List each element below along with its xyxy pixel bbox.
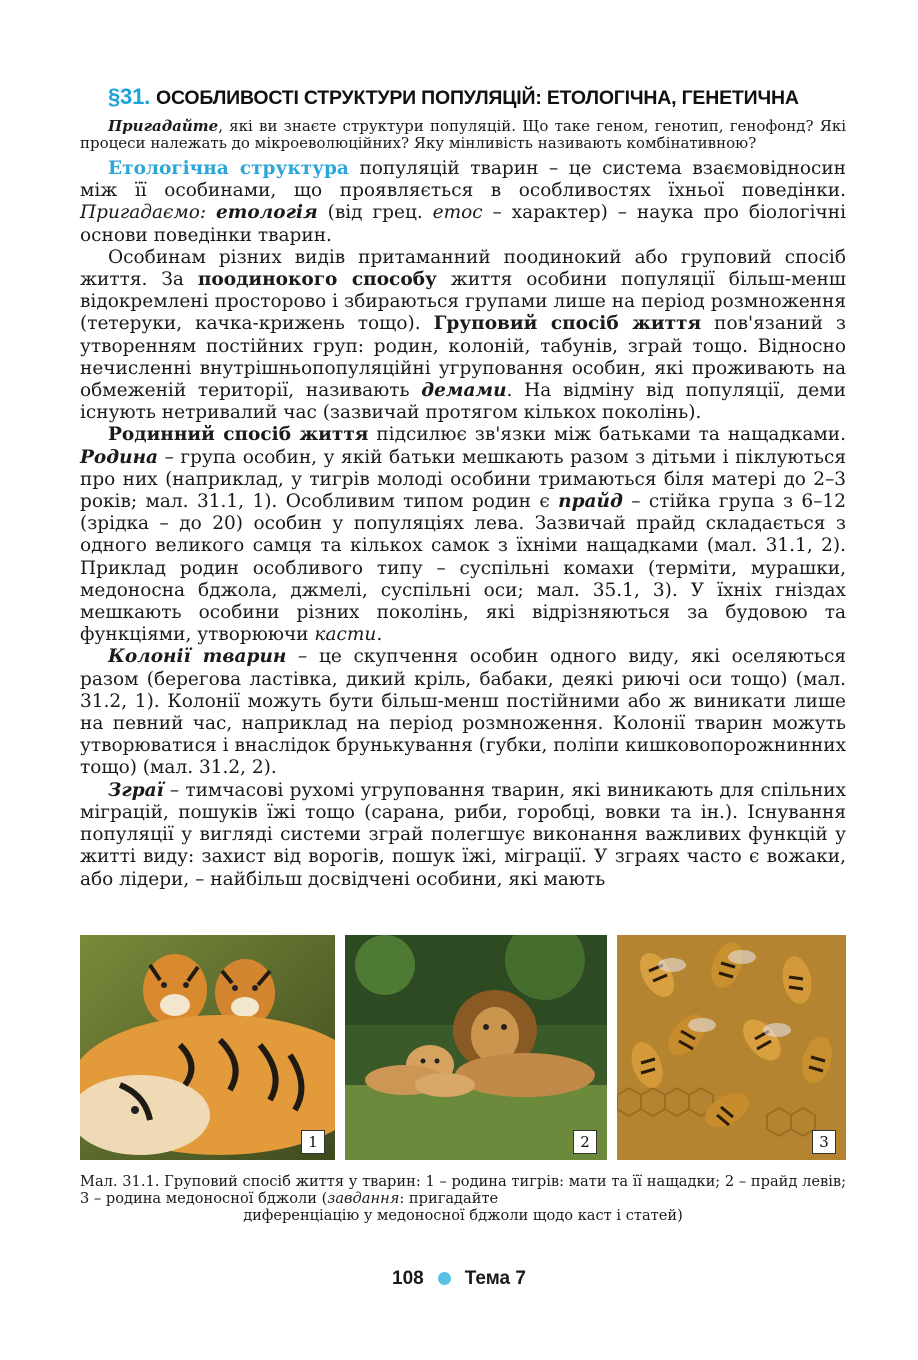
tiger-illustration [80, 935, 335, 1160]
topic-label: Тема 7 [464, 1268, 526, 1289]
page-footer [0, 1268, 918, 1290]
body-text [80, 118, 846, 891]
lion-illustration [345, 935, 607, 1160]
key-term: Етологічна структура [108, 158, 349, 179]
lion-pride-photo [345, 935, 607, 1160]
paragraph-ethological-structure: Етологічна структура популяцій тварин – це система взаємовідносин між її особинами, що проявляється в особливостях їхньої поведінки. Пригадаємо: етологія (від грец. етос – характер) – наука про біологічні основи поведінки тварин. [80, 158, 846, 246]
section-title: ОСОБЛИВОСТІ СТРУКТУРИ ПОПУЛЯЦІЙ: ЕТОЛОГІЧНА, ГЕНЕТИЧНА [156, 87, 799, 109]
paragraph-lifestyle: Особинам різних видів притаманний поодинокий або груповий спосіб життя. За поодинокого способу життя особини популяції більш-менш відокремлені просторово і збираються групами лише на період розмноження (тетеруки, качка-крижень тощо). Груповий спосіб життя пов'язаний з утворенням постійних груп: родин, колоній, табунів, зграй тощо. Відносно нечисленні внутрішньопопуляційні угруповання особин, які проживають на обмеженій території, називають демами. На відміну від популяції, деми існують нетривалий час (зазвичай протягом кількох поколінь). [80, 246, 846, 424]
section-heading [108, 84, 848, 110]
recall-paragraph: Пригадайте, які ви знаєте структури популяцій. Що таке геном, генотип, генофонд? Які процеси належать до мікроеволюційних? Яку мінливість називають комбінативною? [80, 117, 846, 152]
section-number: §31. [108, 84, 151, 109]
figure-caption: Мал. 31.1. Груповий спосіб життя у тварин: 1 – родина тигрів: мати та її нащадки; 2 – прайд левів; 3 – родина медоносної бджоли (завдання: пригадайте диференціацію у медоносної бджоли щодо каст і статей) [80, 1173, 846, 1224]
recall-lead: Пригадайте [108, 117, 219, 135]
page-number: 108 [392, 1268, 424, 1289]
paragraph-family: Родинний спосіб життя підсилює зв'язки між батьками та нащадками. Родина – група особин, у якій батьки мешкають разом з дітьми і піклуються про них (наприклад, у тигрів молоді особини тримаються біля матері до 2–3 років; мал. 31.1, 1). Особливим типом родин є прайд – стійка група з 6–12 (зрідка – до 20) особин у популяціях лева. Зазвичай прайд складається з одного великого самця та кількох самок з їхніми нащадками (мал. 31.1, 2). Приклад родин особливого типу – суспільні комахи (терміти, мурашки, медоносна бджола, джмелі, суспільні оси; мал. 35.1, 3). У їхніх гніздах мешкають особини різних поколінь, які відрізняються за будовою та функціями, утворюючи касти. [80, 424, 846, 646]
footer-dot-icon [438, 1272, 451, 1285]
photo-number-1: 1 [301, 1130, 325, 1154]
photo-number-2: 2 [573, 1130, 597, 1154]
bee-illustration [617, 935, 846, 1160]
tiger-family-photo [80, 935, 335, 1160]
paragraph-flocks: Зграї – тимчасові рухомі угруповання тварин, які виникають для спільних міграцій, пошуків їжі тощо (сарана, риби, горобці, вовки та ін.). Існування популяції у вигляді системи зграй полегшує виконання важливих функцій у житті виду: захист від ворогів, пошук їжі, міграції. У зграях часто є вожаки, або лідери, – найбільш досвідчені особини, які мають [80, 779, 846, 890]
figure-photos [80, 935, 846, 1160]
paragraph-colonies: Колонії тварин – це скупчення особин одного виду, які оселяються разом (берегова ластівка, дикий кріль, бабаки, деякі риючі оси тощо) (мал. 31.2, 1). Колонії можуть бути більш-менш постійними або ж виникати лише на певний час, наприклад на період розмноження. Колонії тварин можуть утворюватися і внаслідок брунькування (губки, поліпи кишковопорожнинних тощо) (мал. 31.2, 2). [80, 646, 846, 779]
photo-number-3: 3 [812, 1130, 836, 1154]
honeybee-colony-photo [617, 935, 846, 1160]
